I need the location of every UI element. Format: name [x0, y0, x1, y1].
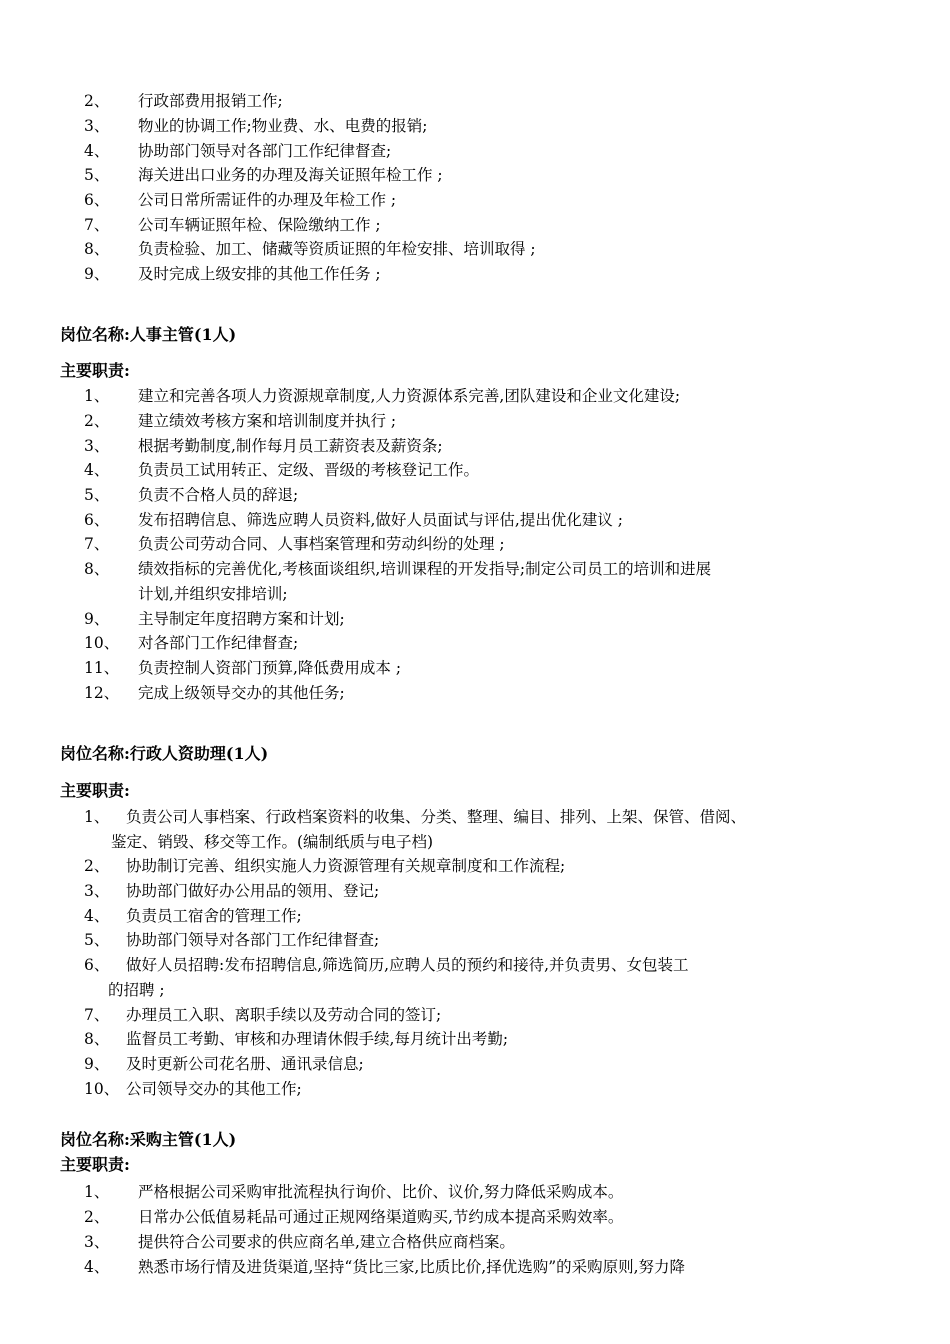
list-item-text: 主导制定年度招聘方案和计划;	[138, 610, 345, 628]
list-item-number: 4、	[84, 461, 110, 479]
section-title-purchase: 岗位名称:采购主管(1人)	[60, 1130, 237, 1149]
list-item-number: 4、	[84, 142, 110, 160]
list-item-number: 4、	[84, 907, 110, 925]
list-item-text: 协助部门领导对各部门工作纪律督查;	[126, 931, 380, 949]
list-item-number: 3、	[84, 1233, 110, 1251]
list-item-number: 5、	[84, 166, 110, 184]
list-item-number: 7、	[84, 216, 110, 234]
list-item-number: 9、	[84, 610, 110, 628]
list-item-number: 8、	[84, 1030, 110, 1048]
list-item-text: 负责公司人事档案、行政档案资料的收集、分类、整理、编目、排列、上架、保管、借阅、	[126, 808, 747, 826]
list-item-number: 1、	[84, 808, 110, 826]
list-item-text: 建立和完善各项人力资源规章制度,人力资源体系完善,团队建设和企业文化建设;	[138, 387, 681, 405]
list-item-number: 9、	[84, 1055, 110, 1073]
list-item-number: 1、	[84, 387, 110, 405]
list-item-number: 2、	[84, 857, 110, 875]
list-item-text: 公司车辆证照年检、保险缴纳工作 ;	[138, 216, 381, 234]
list-item-number: 10、	[84, 634, 120, 652]
duties-label-assistant: 主要职责:	[60, 781, 130, 800]
list-item-text: 监督员工考勤、审核和办理请休假手续,每月统计出考勤;	[126, 1030, 509, 1048]
list-item-text: 鉴定、销毁、移交等工作。(编制纸质与电子档)	[111, 833, 434, 851]
list-item-text: 严格根据公司采购审批流程执行询价、比价、议价,努力降低采购成本。	[138, 1183, 624, 1201]
list-item-text: 办理员工入职、离职手续以及劳动合同的签订;	[126, 1006, 442, 1024]
list-item-text: 发布招聘信息、筛选应聘人员资料,做好人员面试与评估,提出优化建议 ;	[138, 511, 624, 529]
list-item-number: 12、	[84, 684, 120, 702]
list-item-text: 公司领导交办的其他工作;	[126, 1080, 302, 1098]
list-item-number: 2、	[84, 1208, 110, 1226]
list-item-text: 物业的协调工作;物业费、水、电费的报销;	[138, 117, 428, 135]
list-item-number: 3、	[84, 437, 110, 455]
list-item-number: 4、	[84, 1258, 110, 1276]
list-item-text: 公司日常所需证件的办理及年检工作 ;	[138, 191, 397, 209]
list-item-text: 做好人员招聘:发布招聘信息,筛选简历,应聘人员的预约和接待,并负责男、女包装工	[126, 956, 689, 974]
list-item-number: 7、	[84, 535, 110, 553]
list-item-text: 协助部门做好办公用品的领用、登记;	[126, 882, 380, 900]
list-item-number: 5、	[84, 931, 110, 949]
list-item-text: 熟悉市场行情及进货渠道,坚持“货比三家,比质比价,择优选购”的采购原则,努力降	[138, 1258, 686, 1276]
list-item-text: 协助部门领导对各部门工作纪律督查;	[138, 142, 392, 160]
list-item-text: 行政部费用报销工作;	[138, 92, 283, 110]
list-item-text: 及时完成上级安排的其他工作任务 ;	[138, 265, 381, 283]
list-item-number: 2、	[84, 412, 110, 430]
list-item-text: 计划,并组织安排培训;	[138, 585, 288, 603]
list-item-text: 的招聘 ;	[108, 981, 165, 999]
list-item-text: 负责检验、加工、储藏等资质证照的年检安排、培训取得 ;	[138, 240, 536, 258]
list-item-text: 对各部门工作纪律督查;	[138, 634, 299, 652]
list-item-number: 2、	[84, 92, 110, 110]
list-item-number: 6、	[84, 191, 110, 209]
section-title-hr: 岗位名称:人事主管(1人)	[60, 325, 237, 344]
list-item-text: 提供符合公司要求的供应商名单,建立合格供应商档案。	[138, 1233, 515, 1251]
list-item-number: 6、	[84, 956, 110, 974]
list-item-text: 及时更新公司花名册、通讯录信息;	[126, 1055, 364, 1073]
list-item-number: 9、	[84, 265, 110, 283]
list-item-number: 6、	[84, 511, 110, 529]
list-item-text: 负责员工宿舍的管理工作;	[126, 907, 302, 925]
list-item-text: 完成上级领导交办的其他任务;	[138, 684, 345, 702]
list-item-number: 3、	[84, 117, 110, 135]
list-item-text: 海关进出口业务的办理及海关证照年检工作 ;	[138, 166, 443, 184]
list-item-number: 10、	[84, 1080, 120, 1098]
list-item-text: 协助制订完善、组织实施人力资源管理有关规章制度和工作流程;	[126, 857, 566, 875]
list-item-text: 负责公司劳动合同、人事档案管理和劳动纠纷的处理 ;	[138, 535, 505, 553]
list-item-number: 5、	[84, 486, 110, 504]
list-item-number: 7、	[84, 1006, 110, 1024]
list-item-number: 3、	[84, 882, 110, 900]
list-item-number: 8、	[84, 560, 110, 578]
list-item-text: 根据考勤制度,制作每月员工薪资表及薪资条;	[138, 437, 443, 455]
section-title-assistant: 岗位名称:行政人资助理(1人)	[60, 744, 269, 763]
list-item-number: 11、	[84, 659, 120, 677]
list-item-text: 绩效指标的完善优化,考核面谈组织,培训课程的开发指导;制定公司员工的培训和进展	[138, 560, 712, 578]
duties-label-hr: 主要职责:	[60, 361, 130, 380]
list-item-text: 日常办公低值易耗品可通过正规网络渠道购买,节约成本提高采购效率。	[138, 1208, 624, 1226]
duties-label-purchase: 主要职责:	[60, 1155, 130, 1174]
list-item-text: 负责控制人资部门预算,降低费用成本 ;	[138, 659, 402, 677]
list-item-text: 建立绩效考核方案和培训制度并执行 ;	[138, 412, 397, 430]
list-item-number: 1、	[84, 1183, 110, 1201]
list-item-text: 负责不合格人员的辞退;	[138, 486, 299, 504]
list-item-number: 8、	[84, 240, 110, 258]
list-item-text: 负责员工试用转正、定级、晋级的考核登记工作。	[138, 461, 480, 479]
